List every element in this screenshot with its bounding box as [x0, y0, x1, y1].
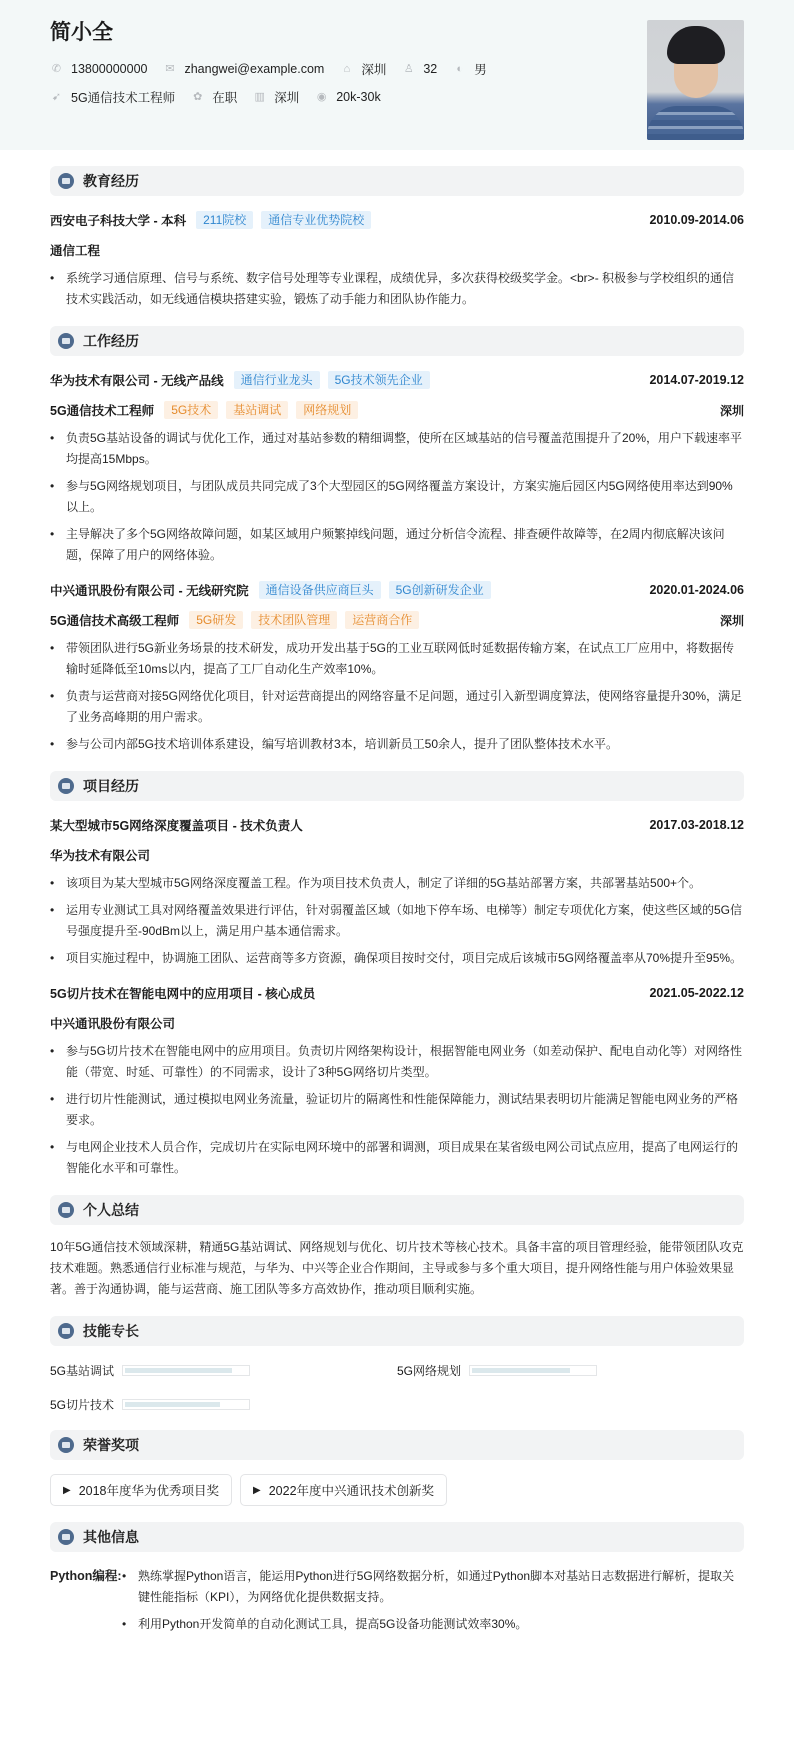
role-tag: 5G研发 [189, 611, 243, 629]
other-label: Python编程: [50, 1569, 122, 1583]
skill-bar [122, 1365, 250, 1376]
company-tag: 通信设备供应商巨头 [259, 581, 381, 599]
phone-item [50, 62, 147, 76]
candidate-name: 简小全 [50, 21, 113, 44]
company-name: 中兴通讯股份有限公司 - 无线研究院 [50, 584, 249, 598]
award-item[interactable] [50, 1474, 232, 1506]
award-icon [58, 1437, 74, 1453]
role-tag: 网络规划 [296, 401, 358, 419]
award-item[interactable] [240, 1474, 447, 1506]
section-title: 工作经历 [83, 333, 139, 349]
work-bullet: • 负责5G基站设备的调试与优化工作，通过对基站参数的精细调整，使所在区域基站的信号覆盖范围提升了20%，用户下载速率平均提高15Mbps。 [50, 428, 744, 470]
skill-name: 5G基站调试 [50, 1363, 115, 1378]
company-name: 华为技术有限公司 - 无线产品线 [50, 374, 224, 388]
age-value: 32 [423, 62, 438, 76]
section-header [50, 166, 744, 196]
skill-bar [469, 1365, 597, 1376]
user-icon [58, 1202, 74, 1218]
project-entry [50, 815, 744, 969]
role-tag: 技术团队管理 [251, 611, 337, 629]
section-header [50, 326, 744, 356]
education-entry [50, 210, 744, 310]
work-location: 深圳 [719, 613, 744, 628]
triangle-right-icon: ▶ [63, 1484, 71, 1496]
project-bullet: • 参与5G切片技术在智能电网中的应用项目。负责切片网络架构设计，根据智能电网业务（如差动保护、配电自动化等）对网络性能（带宽、时延、可靠性）的不同需求，设计了3种5G网络切片类型。 [50, 1041, 744, 1083]
gender-icon: ◐ [456, 62, 464, 75]
work-entry [50, 370, 744, 566]
school-tag: 通信专业优势院校 [261, 211, 371, 229]
role-tag: 运营商合作 [345, 611, 419, 629]
skill-name: 5G网络规划 [397, 1363, 462, 1378]
summary-section [50, 1195, 744, 1300]
phone-value: 13800000000 [71, 62, 148, 76]
work-bullet: • 带领团队进行5G新业务场景的技术研发，成功开发出基于5G的工业互联网低时延数据传输方案，在试点工厂应用中，将数据传输时延降低至10ms以内，提高了工厂自动化生产效率10%。 [50, 638, 744, 680]
company-tag: 5G技术领先企业 [328, 371, 430, 389]
role-tag: 5G技术 [164, 401, 218, 419]
gender-item [453, 60, 487, 78]
age-icon: ♙ [403, 62, 414, 75]
send-icon: ➹ [51, 90, 62, 103]
building-icon: ▥ [254, 90, 265, 103]
skills-section [50, 1316, 744, 1414]
section-header [50, 1522, 744, 1552]
email-value: zhangwei@example.com [184, 62, 325, 76]
salary-icon: ◉ [316, 90, 327, 103]
skill-item [397, 1360, 744, 1380]
graduation-cap-icon [58, 173, 74, 189]
bar-chart-icon [58, 1323, 74, 1339]
role-tag: 基站调试 [226, 401, 288, 419]
education-bullet: • 系统学习通信原理、信号与系统、数字信号处理等专业课程，成绩优异，多次获得校级奖学金。<br>- 积极参与学校组织的通信技术实践活动，如无线通信模块搭建实验，锻炼了动手能力和团队协作能力。 [50, 268, 744, 310]
project-bullet: • 与电网企业技术人员合作，完成切片在实际电网环境中的部署和调测，项目成果在某省级电网公司试点应用，提高了电网运行的智能化水平和可靠性。 [50, 1137, 744, 1179]
other-bullet: • 熟练掌握Python语言，能运用Python进行5G网络数据分析，如通过Python脚本对基站日志数据进行解析，提取关键性能指标（KPI），为网络优化提供数据支持。 [122, 1566, 744, 1608]
major: 通信工程 [50, 244, 101, 258]
job-role: 5G通信技术高级工程师 [50, 614, 180, 628]
school-tag: 211院校 [196, 211, 253, 229]
project-entry [50, 983, 744, 1179]
info-icon [58, 1529, 74, 1545]
project-date: 2017.03-2018.12 [649, 818, 744, 832]
work-date: 2020.01-2024.06 [649, 583, 744, 597]
education-date: 2010.09-2014.06 [649, 213, 744, 227]
gender-value: 男 [474, 63, 487, 77]
project-company: 中兴通讯股份有限公司 [50, 1017, 176, 1031]
age-item [402, 62, 437, 76]
other-section [50, 1522, 744, 1661]
section-header [50, 771, 744, 801]
skill-item [50, 1394, 397, 1414]
project-bullet: • 项目实施过程中，协调施工团队、运营商等多方资源，确保项目按时交付，项目完成后该城市5G网络覆盖率从70%提升至95%。 [50, 948, 744, 969]
project-bullet: • 运用专业测试工具对网络覆盖效果进行评估，针对弱覆盖区域（如地下停车场、电梯等）制定专项优化方案，使这些区域的5G信号强度提升至-90dBm以上，满足用户基本通信需求。 [50, 900, 744, 942]
contact-row [50, 58, 744, 80]
city-value: 深圳 [361, 63, 387, 77]
work-bullet: • 参与公司内部5G技术培训体系建设，编写培训教材3本，培训新员工50余人，提升了团队整体技术水平。 [50, 734, 744, 755]
section-header [50, 1195, 744, 1225]
skills-grid [50, 1360, 744, 1414]
section-title: 项目经历 [83, 778, 139, 794]
resume-header [0, 0, 794, 150]
section-header [50, 1316, 744, 1346]
company-tag: 通信行业龙头 [234, 371, 320, 389]
briefcase-icon [58, 333, 74, 349]
phone-icon: ✆ [51, 62, 62, 75]
projects-section [50, 771, 744, 1179]
section-title: 教育经历 [83, 173, 139, 189]
position-item [50, 88, 175, 106]
other-bullet: • 利用Python开发简单的自动化测试工具，提高5G设备功能测试效率30%。 [122, 1614, 744, 1635]
work-entry [50, 580, 744, 755]
job-role: 5G通信技术工程师 [50, 404, 155, 418]
project-bullet: • 该项目为某大型城市5G网络深度覆盖工程。作为项目技术负责人，制定了详细的5G基站部署方案，共部署基站500+个。 [50, 873, 744, 894]
section-header [50, 1430, 744, 1460]
city-item [340, 60, 386, 78]
status-value: 在职 [212, 91, 238, 105]
salary-item [315, 90, 380, 104]
section-title: 技能专长 [83, 1323, 139, 1339]
status-icon: ✿ [193, 90, 203, 103]
award-label: 2022年度中兴通讯技术创新奖 [268, 1484, 435, 1498]
section-title: 荣誉奖项 [83, 1437, 139, 1453]
home-icon: ⌂ [343, 62, 351, 75]
skill-fill [125, 1402, 220, 1407]
section-title: 其他信息 [83, 1529, 139, 1545]
project-title: 5G切片技术在智能电网中的应用项目 - 核心成员 [50, 987, 316, 1001]
company-tag: 5G创新研发企业 [389, 581, 491, 599]
triangle-right-icon: ▶ [253, 1484, 261, 1496]
job-intent-row [50, 86, 744, 108]
work-bullet: • 主导解决了多个5G网络故障问题，如某区域用户频繁掉线问题，通过分析信令流程、排查硬件故障等，在2周内彻底解决该问题，保障了用户的网络体验。 [50, 524, 744, 566]
skill-name: 5G切片技术 [50, 1397, 115, 1412]
work-date: 2014.07-2019.12 [649, 373, 744, 387]
other-info [50, 1566, 744, 1641]
skill-item [50, 1360, 397, 1380]
skill-fill [125, 1368, 232, 1373]
status-item [191, 88, 237, 106]
award-label: 2018年度华为优秀项目奖 [78, 1484, 220, 1498]
awards-list [50, 1474, 744, 1506]
work-section [50, 326, 744, 755]
email-item [163, 62, 324, 76]
school-name: 西安电子科技大学 - 本科 [50, 214, 187, 228]
section-title: 个人总结 [83, 1202, 139, 1218]
position-value: 5G通信技术工程师 [71, 91, 176, 105]
work-city-value: 深圳 [274, 91, 300, 105]
email-icon: ✉ [165, 62, 175, 75]
project-date: 2021.05-2022.12 [649, 986, 744, 1000]
awards-section [50, 1430, 744, 1506]
skill-fill [472, 1368, 570, 1373]
skill-bar [122, 1399, 250, 1410]
work-bullet: • 参与5G网络规划项目，与团队成员共同完成了3个大型园区的5G网络覆盖方案设计，方案实施后园区内5G网络使用率达到90%以上。 [50, 476, 744, 518]
education-section [50, 166, 744, 310]
salary-value: 20k-30k [336, 90, 381, 104]
work-city-item [253, 88, 299, 106]
project-bullet: • 进行切片性能测试，通过模拟电网业务流量，验证切片的隔离性和性能保障能力，测试结果表明切片能满足智能电网业务的严格要求。 [50, 1089, 744, 1131]
work-bullet: • 负责与运营商对接5G网络优化项目，针对运营商提出的网络容量不足问题，通过引入新型调度算法，使网络容量提升30%，满足了业务高峰期的用户需求。 [50, 686, 744, 728]
profile-photo [647, 20, 744, 140]
grid-icon [58, 778, 74, 794]
work-location: 深圳 [719, 403, 744, 418]
project-company: 华为技术有限公司 [50, 849, 151, 863]
project-title: 某大型城市5G网络深度覆盖项目 - 技术负责人 [50, 819, 303, 833]
summary-text: 10年5G通信技术领域深耕，精通5G基站调试、网络规划与优化、切片技术等核心技术。具备丰富的项目管理经验，能带领团队攻克技术难题。熟悉通信行业标准与规范，与华为、中兴等企业合作期间，主导或参与多个重大项目，提升网络性能与用户体验效果显著。善于沟通协调，能与运营商、施工团队等多方高效协作，推动项目顺利实施。 [50, 1240, 744, 1296]
